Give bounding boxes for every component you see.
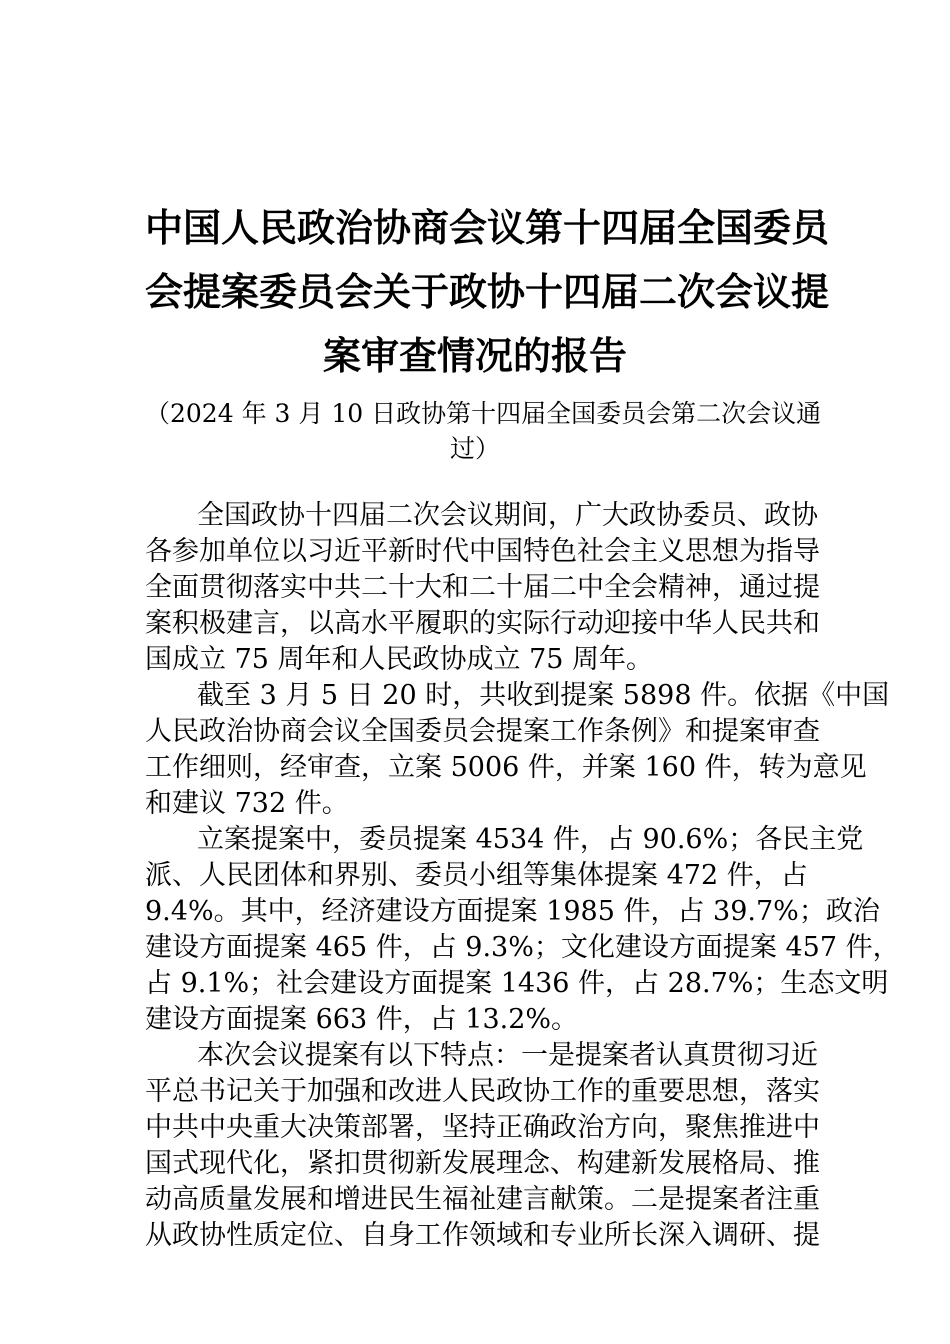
paragraph-breakdown <box>145 822 900 1038</box>
text-line: 立案提案中，委员提案 4534 件，占 90.6%；各民主党 <box>197 824 864 855</box>
subtitle-line: 过） <box>449 434 500 463</box>
text-line: 占 9.1%；社会建设方面提案 1436 件，占 28.7%；生态文明 <box>145 968 889 999</box>
subtitle-line: （2024 年 3 月 10 日政协第十四届全国委员会第二次会议通 <box>145 399 822 428</box>
paragraph-totals <box>145 678 890 822</box>
text-line: 动高质量发展和增进民生福祉建言献策。二是提案者注重 <box>145 1184 820 1215</box>
text-line: 各参加单位以习近平新时代中国特色社会主义思想为指导 <box>145 536 820 567</box>
text-line: 派、人民团体和界别、委员小组等集体提案 472 件，占 <box>145 860 808 891</box>
text-line: 和建议 732 件。 <box>145 788 349 819</box>
text-line: 9.4%。其中，经济建设方面提案 1985 件，占 39.7%；政治 <box>145 896 880 927</box>
text-line: 平总书记关于加强和改进人民政协工作的重要思想，落实 <box>145 1076 820 1107</box>
text-line: 中共中央重大决策部署，坚持正确政治方向，聚焦推进中 <box>145 1112 820 1143</box>
paragraph-intro <box>145 498 820 678</box>
title-line: 中国人民政治协商会议第十四届全国委员 <box>145 206 830 250</box>
title-line: 案审查情况的报告 <box>322 334 627 378</box>
document-subtitle <box>145 396 822 466</box>
text-line: 从政协性质定位、自身工作领域和专业所长深入调研、提 <box>145 1220 820 1251</box>
text-line: 本次会议提案有以下特点：一是提案者认真贯彻习近 <box>197 1040 818 1071</box>
text-line: 截至 3 月 5 日 20 时，共收到提案 5898 件。依据《中国 <box>197 680 890 711</box>
text-line: 全面贯彻落实中共二十大和二十届二中全会精神，通过提 <box>145 572 820 603</box>
text-line: 国成立 75 周年和人民政协成立 75 周年。 <box>145 644 654 675</box>
text-line: 建设方面提案 663 件，占 13.2%。 <box>145 1004 579 1035</box>
document-body <box>145 498 900 1254</box>
text-line: 人民政治协商会议全国委员会提案工作条例》和提案审查 <box>145 716 820 747</box>
text-line: 工作细则，经审查，立案 5006 件，并案 160 件，转为意见 <box>145 752 867 783</box>
text-line: 案积极建言，以高水平履职的实际行动迎接中华人民共和 <box>145 608 820 639</box>
title-line: 会提案委员会关于政协十四届二次会议提 <box>145 270 830 314</box>
paragraph-features <box>145 1038 820 1254</box>
document-title <box>145 196 830 388</box>
text-line: 全国政协十四届二次会议期间，广大政协委员、政协 <box>197 500 818 531</box>
text-line: 国式现代化，紧扣贯彻新发展理念、构建新发展格局、推 <box>145 1148 820 1179</box>
text-line: 建设方面提案 465 件，占 9.3%；文化建设方面提案 457 件， <box>145 932 900 963</box>
